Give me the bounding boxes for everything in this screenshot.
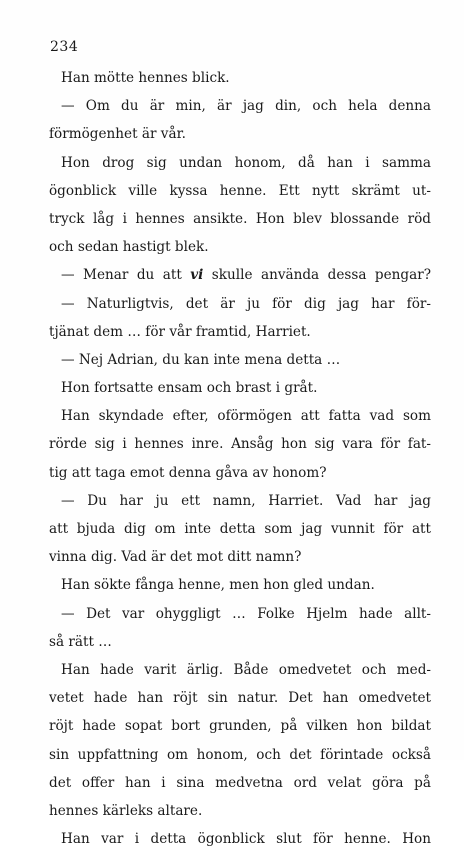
text-line: så rätt … xyxy=(49,633,112,650)
text-line: Han sökte fånga henne, men hon gled undan. xyxy=(61,577,375,594)
text-line: — Du har ju ett namn, Harriet. Vad har jag xyxy=(61,492,431,509)
text-line: hennes kärleks altare. xyxy=(49,802,203,819)
text-line: det offer han i sina medvetna ord velat göra på xyxy=(49,774,431,791)
text-line: röjt hade sopat bort grunden, på vilken hon bildat xyxy=(49,718,431,735)
page-number: 234 xyxy=(50,39,79,55)
text-line: Hon drog sig undan honom, då han i samma xyxy=(61,154,431,171)
text-line: Han hade varit ärlig. Både omedvetet och med- xyxy=(61,661,431,678)
text-line: rörde sig i hennes inre. Ansåg hon sig vara för fat- xyxy=(49,436,431,453)
text-line: att bjuda dig om inte detta som jag vunnit för att xyxy=(49,521,431,537)
text-line: vinna dig. Vad är det mot ditt namn? xyxy=(49,549,302,566)
text-line: och sedan hastigt blek. xyxy=(49,239,209,256)
body-text xyxy=(49,64,431,853)
text-line: — Det var ohyggligt … Folke Hjelm hade allt- xyxy=(61,605,431,622)
text-line: tjänat dem … för vår framtid, Harriet. xyxy=(49,323,311,340)
text-line: Han skyndade efter, oförmögen att fatta vad som xyxy=(61,408,431,425)
text-line: Han mötte hennes blick. xyxy=(61,70,230,86)
text-line: tig att taga emot denna gåva av honom? xyxy=(49,464,327,481)
text-line: förmögenhet är vår. xyxy=(49,126,186,143)
text-line: — Naturligtvis, det är ju för dig jag har för- xyxy=(61,295,431,312)
text-line: sin uppfattning om honom, och det förintade också xyxy=(49,746,431,763)
text-line: vetet hade han röjt sin natur. Det han omedvetet xyxy=(49,690,431,707)
text-line: ögonblick ville kyssa henne. Ett nytt skrämt ut- xyxy=(49,182,431,199)
text-line: — Nej Adrian, du kan inte mena detta … xyxy=(61,351,341,368)
text-line: — Om du är min, är jag din, och hela denna xyxy=(61,98,431,115)
emphasized-word: vi xyxy=(190,267,204,284)
text-line-emphasis: — Menar du att vi skulle använda dessa pengar? xyxy=(61,267,431,284)
text-line: Hon fortsatte ensam och brast i gråt. xyxy=(61,380,318,397)
text-line: Han var i detta ögonblick slut för henne. Hon xyxy=(61,831,431,848)
text-line: tryck låg i hennes ansikte. Hon blev blossande röd xyxy=(49,210,431,227)
